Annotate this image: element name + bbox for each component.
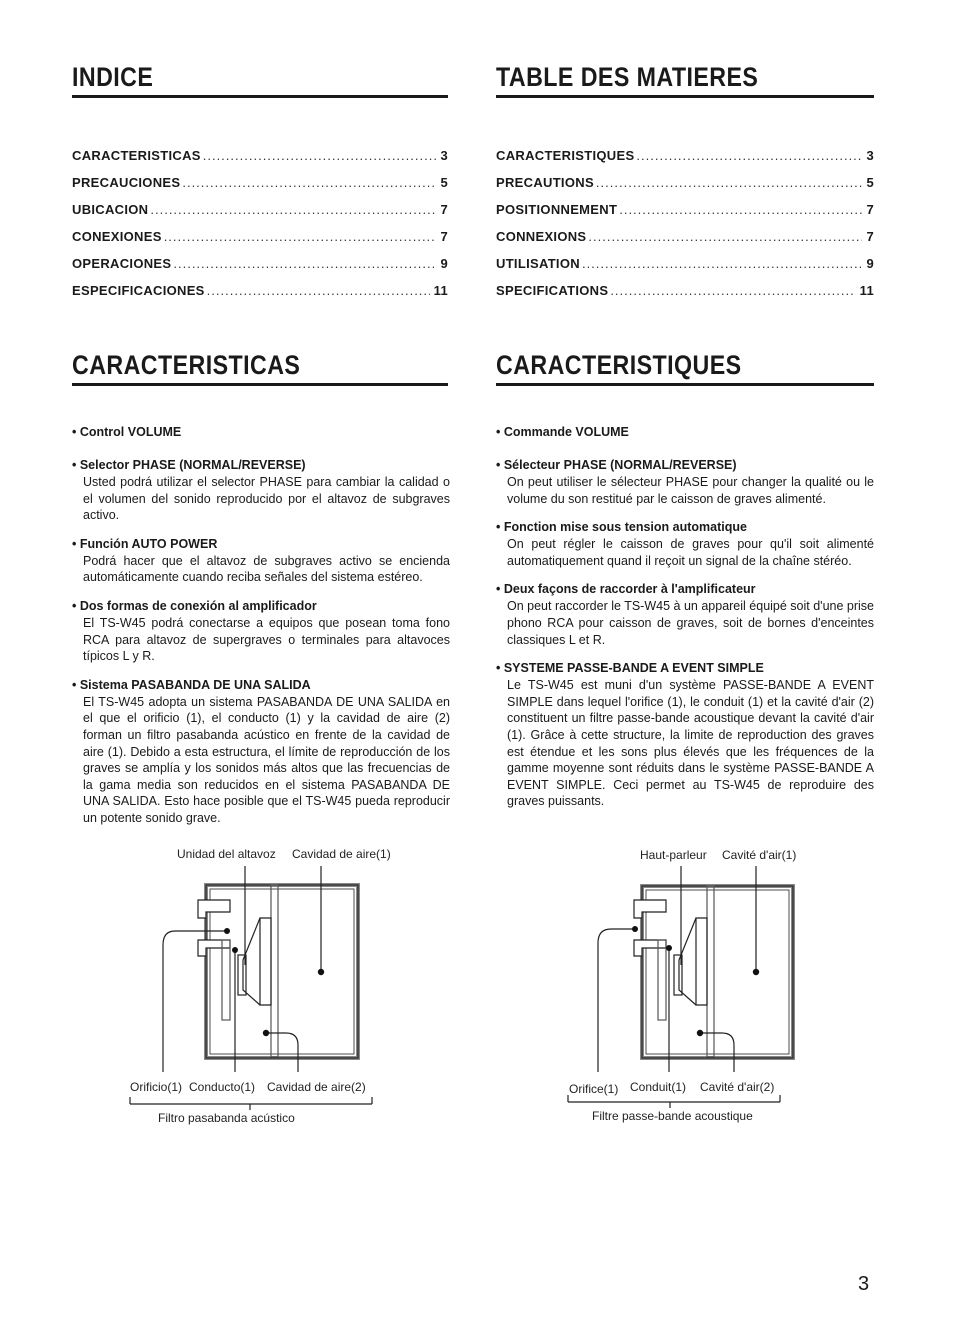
feature-title: • Control VOLUME <box>72 425 182 439</box>
indice-heading: INDICE <box>72 62 154 92</box>
feature-body: On peut régler le caisson de graves pour qu'il soit alimenté automatiquement quand il reçoit un signal de la chaîne stéréo. <box>507 537 874 568</box>
table-des-matieres-heading: TABLE DES MATIERES <box>496 62 759 92</box>
diagram-right-label-cavity2: Cavité d'air(2) <box>700 1080 775 1094</box>
feature-title: • Fonction mise sous tension automatique <box>496 520 747 535</box>
feature-body: On peut raccorder le TS-W45 à un appareil équipé soit d'une prise phono RCA pour caisson de graves, soit de bornes d'enceintes classiques L et R. <box>507 599 874 647</box>
feature-title: • Sistema PASABANDA DE UNA SALIDA <box>72 677 311 692</box>
diagram-right-label-filter: Filtre passe-bande acoustique <box>592 1109 753 1123</box>
toc-entry-label: UTILISATION <box>496 256 580 271</box>
diagram-left-label-filter: Filtro pasabanda acústico <box>158 1111 295 1125</box>
toc-entry-page: 11 <box>433 283 448 298</box>
feature-title: • Sélecteur PHASE (NORMAL/REVERSE) <box>496 458 737 472</box>
toc-entry-page: 9 <box>866 256 874 271</box>
toc-entry-page: 7 <box>440 229 448 244</box>
feature-title: • Deux façons de raccorder à l'amplificateur <box>496 582 756 597</box>
diagram-right-label-port: Orifice(1) <box>569 1082 619 1096</box>
feature-body: Le TS-W45 est muni d'un système PASSE-BANDE A EVENT SIMPLE dans lequel l'orifice (1), le conduit (1) et la cavité d'air (2) constituent un filtre passe-bande acoustique devant la cavité d'air (1). Grâce à cette structure, la limite de reproduction des graves est étendue et les sons plus élevés que les fréquences de la gamme moyenne sont réduits dans le système PASSE-BANDE A EVENT SIMPLE. Ceci permet au TS-W45 de reproduire des graves puissants. <box>507 678 874 809</box>
toc-entry-label: CONEXIONES <box>72 229 162 244</box>
toc-entry-page: 3 <box>440 148 448 163</box>
toc-entry-page: 3 <box>866 148 874 163</box>
diagram-right-label-duct: Conduit(1) <box>630 1080 687 1094</box>
toc-entry-page: 7 <box>440 202 448 217</box>
feature-title: • Commande VOLUME <box>496 425 629 439</box>
feature-body: Podrá hacer que el altavoz de subgraves activo se encienda automáticamente cuando reciba señales del sistema estéreo. <box>83 553 450 585</box>
toc-entry-page: 9 <box>440 256 448 271</box>
toc-entry-page: 11 <box>859 283 874 298</box>
feature-title: • Función AUTO POWER <box>72 536 218 551</box>
diagram-left-label-driver: Unidad del altavoz <box>177 847 276 861</box>
toc-entry-label: CONNEXIONS <box>496 229 587 244</box>
toc-entry-label: PRECAUTIONS <box>496 175 594 190</box>
toc-entry-label: CARACTERISTICAS <box>72 148 201 163</box>
toc-entry-page: 5 <box>866 175 874 190</box>
diagram-left-label-port: Orificio(1) <box>130 1080 183 1094</box>
feature-body: El TS-W45 adopta un sistema PASABANDA DE UNA SALIDA en el que el orificio (1), el conducto (1) y la cavidad de aire (2) forman un filtro pasabanda acústico en frente de la cavidad de aire (1). Debido a esta estructura, el límite de reproducción de los graves se amplía y los sonidos más altos que las frecuencias de la gama media son reducidos en el sistema PASABANDA DE UNA SALIDA. Esto hace posible que el TS-W45 pueda reproducir un potente sonido grave. <box>83 694 450 825</box>
feature-body: El TS-W45 podrá conectarse a equipos que posean toma fono RCA para altavoz de supergraves o terminales para altavoces típicos L y R. <box>83 615 450 664</box>
feature-title: • Selector PHASE (NORMAL/REVERSE) <box>72 458 306 472</box>
toc-entry-label: ESPECIFICACIONES <box>72 283 205 298</box>
diagram-left-label-cavity2: Cavidad de aire(2) <box>267 1080 366 1094</box>
feature-body: Usted podrá utilizar el selector PHASE para cambiar la calidad o el volumen del sonido reproducido por el altavoz de subgraves activo. <box>83 475 450 523</box>
diagram-right-label-driver: Haut-parleur <box>640 848 707 862</box>
feature-title: • SYSTEME PASSE-BANDE A EVENT SIMPLE <box>496 661 764 676</box>
toc-entry-label: SPECIFICATIONS <box>496 283 609 298</box>
toc-entry-label: PRECAUCIONES <box>72 175 181 190</box>
feature-title: • Dos formas de conexión al amplificador <box>72 598 317 613</box>
diagram-left-label-duct: Conducto(1) <box>189 1080 256 1094</box>
diagram-left-label-cavity1: Cavidad de aire(1) <box>292 847 391 861</box>
caracteristiques-heading: CARACTERISTIQUES <box>496 350 742 380</box>
toc-entry-page: 5 <box>440 175 448 190</box>
toc-entry-page: 7 <box>866 202 874 217</box>
caracteristicas-heading: CARACTERISTICAS <box>72 350 301 380</box>
toc-entry-label: UBICACION <box>72 202 149 217</box>
feature-body: On peut utiliser le sélecteur PHASE pour changer la qualité ou le volume du son restitué par le caisson de graves alimenté. <box>507 475 874 506</box>
toc-entry-label: OPERACIONES <box>72 256 172 271</box>
page-number: 3 <box>858 1273 870 1295</box>
toc-entry-label: POSITIONNEMENT <box>496 202 618 217</box>
toc-entry-page: 7 <box>866 229 874 244</box>
toc-entry-label: CARACTERISTIQUES <box>496 148 635 163</box>
diagram-right-label-cavity1: Cavité d'air(1) <box>722 848 797 862</box>
